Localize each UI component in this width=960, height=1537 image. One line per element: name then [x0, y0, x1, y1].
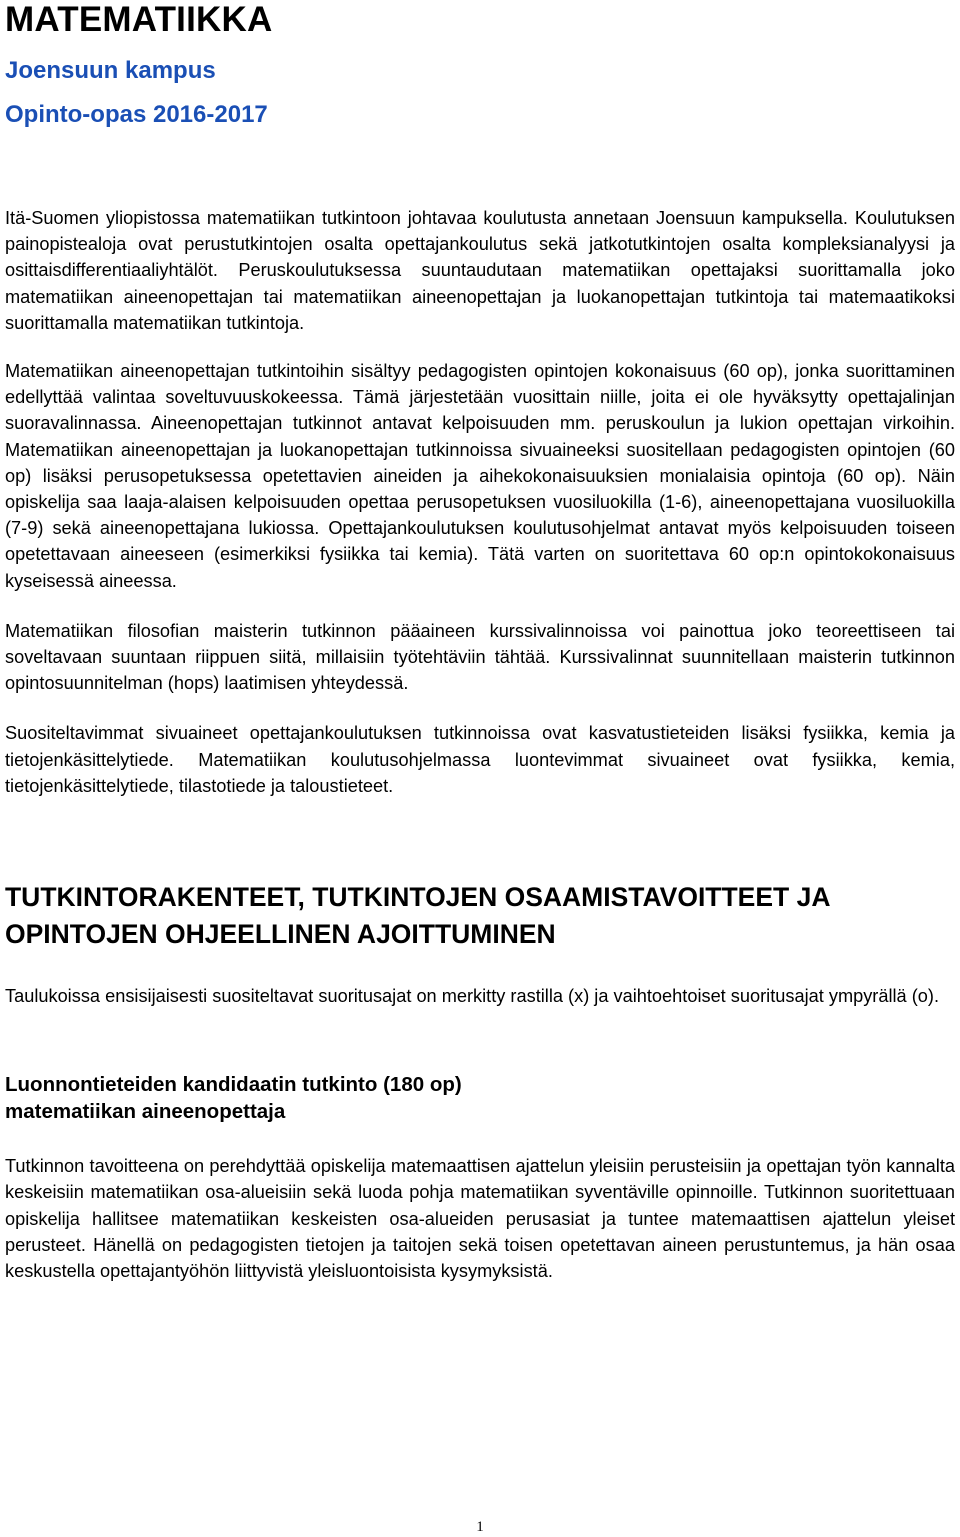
intro-paragraph: Itä-Suomen yliopistossa matematiikan tutkintoon johtavaa koulutusta annetaan Joensuun kampuksella. Koulutuksen painopistealoja ovat perustutkintojen osalta opettajankoulutus sekä jatkotutkintojen osalta kompleksianalyysi ja osittaisdifferentiaaliyhtälöt. Peruskoulutuksessa suuntaudutaan matematiikan opettajaksi suorittamalla joko matematiikan aineenopettajan tai matematiikan aineenopettajan ja luokanopettajan tutkintoja tai matemaatikoksi suorittamalla matematiikan tutkintoja.	[5, 208, 955, 333]
table-notation-note: Taulukoissa ensisijaisesti suositeltavat suoritusajat on merkitty rastilla (x) ja vaihtoehtoiset suoritusajat ympyrällä (o).	[5, 986, 940, 1007]
masters-paragraph: Matematiikan filosofian maisterin tutkinnon pääaineen kurssivalinnoissa voi painottua joko teoreettiseen tai soveltavaan suuntaan riippuen siitä, millaisiin työtehtäviin tähtää. Kurssivalinnat suunnitellaan maisterin tutkinnon opintosuunnitelman (hops) laatimisen yhteydessä.	[5, 620, 955, 694]
minor-subjects-paragraph: Suositeltavimmat sivuaineet opettajankoulutuksen tutkinnoissa ovat kasvatustieteiden lisäksi fysiikka, kemia ja tietojenkäsittelytiede. Matematiikan koulutusohjelmassa luontevimmat sivuaineet ovat fysiikka, kemia, tietojenkäsittelytiede, tilastotiede ja taloustieteet.	[5, 723, 955, 796]
teacher-degree-paragraph: Matematiikan aineenopettajan tutkintoihin sisältyy pedagogisten opintojen kokonaisuus (60 op), jonka suorittaminen edellyttää valintaa soveltuvuuskokeessa. Tämä järjestetään vuosittain niille, joita ei ole hyväksytty opettajalinjan suoravalinnassa. Aineenopettajan tutkinnot antavat kelpoisuuden mm. peruskoulun ja lukion opettajan virkoihin. Matematiikan aineenopettajan ja luokanopettajan tutkinnoissa sivuaineeksi suositellaan pedagogisten opintojen (60 op) lisäksi perusopetuksessa opetettavien aineiden ja aihekokonaisuuksien monialaisia opintoja (60 op). Näin opiskelija saa laaja-alaisen kelpoisuuden opettaa perusopetuksen vuosiluokilla (1-6), aineenopettajana vuosiluokilla (7-9) sekä aineenopettajana lukiossa. Opettajankoulutuksen koulutusohjelmat antavat myös kelpoisuuden toiseen opetettavaan aineeseen (esimerkiksi fysiikka tai kemia). Tätä varten on suoritettava 60 op:n opintokokonaisuus kyseisessä aineessa.	[5, 361, 955, 591]
document-page	[5, 0, 955, 1284]
campus-subtitle: Joensuun kampus	[5, 57, 216, 84]
structure-section-heading: TUTKINTORAKENTEET, TUTKINTOJEN OSAAMISTAVOITTEET JA OPINTOJEN OHJEELLINEN AJOITTUMINEN	[5, 882, 830, 950]
degree-heading-line1: Luonnontieteiden kandidaatin tutkinto (180 op)	[5, 1073, 462, 1097]
document-title: MATEMATIIKKA	[5, 0, 273, 39]
degree-heading-line2: matematiikan aineenopettaja	[5, 1100, 286, 1124]
page-number: 1	[476, 1519, 484, 1535]
degree-goals-paragraph: Tutkinnon tavoitteena on perehdyttää opiskelija matemaattisen ajattelun yleisiin perusteisiin ja opettajan työn kannalta keskeisiin matematiikan osa-alueisiin sekä luoda pohja matematiikan syventäville opinnoille. Tutkinnon suoritettuaan opiskelija hallitsee matematiikan keskeisten osa-alueiden perusasiat ja tuntee matemaattisen ajattelun yleiset perusteet. Hänellä on pedagogisten tietojen ja taitojen sekä toisen opetettavan aineen perustuntemus, ja hän osaa keskustella opettajantyöhön liittyvistä yleisluontoisista kysymyksistä.	[5, 1156, 955, 1282]
degree-heading	[5, 1071, 955, 1125]
guide-subtitle: Opinto-opas 2016-2017	[5, 101, 268, 128]
